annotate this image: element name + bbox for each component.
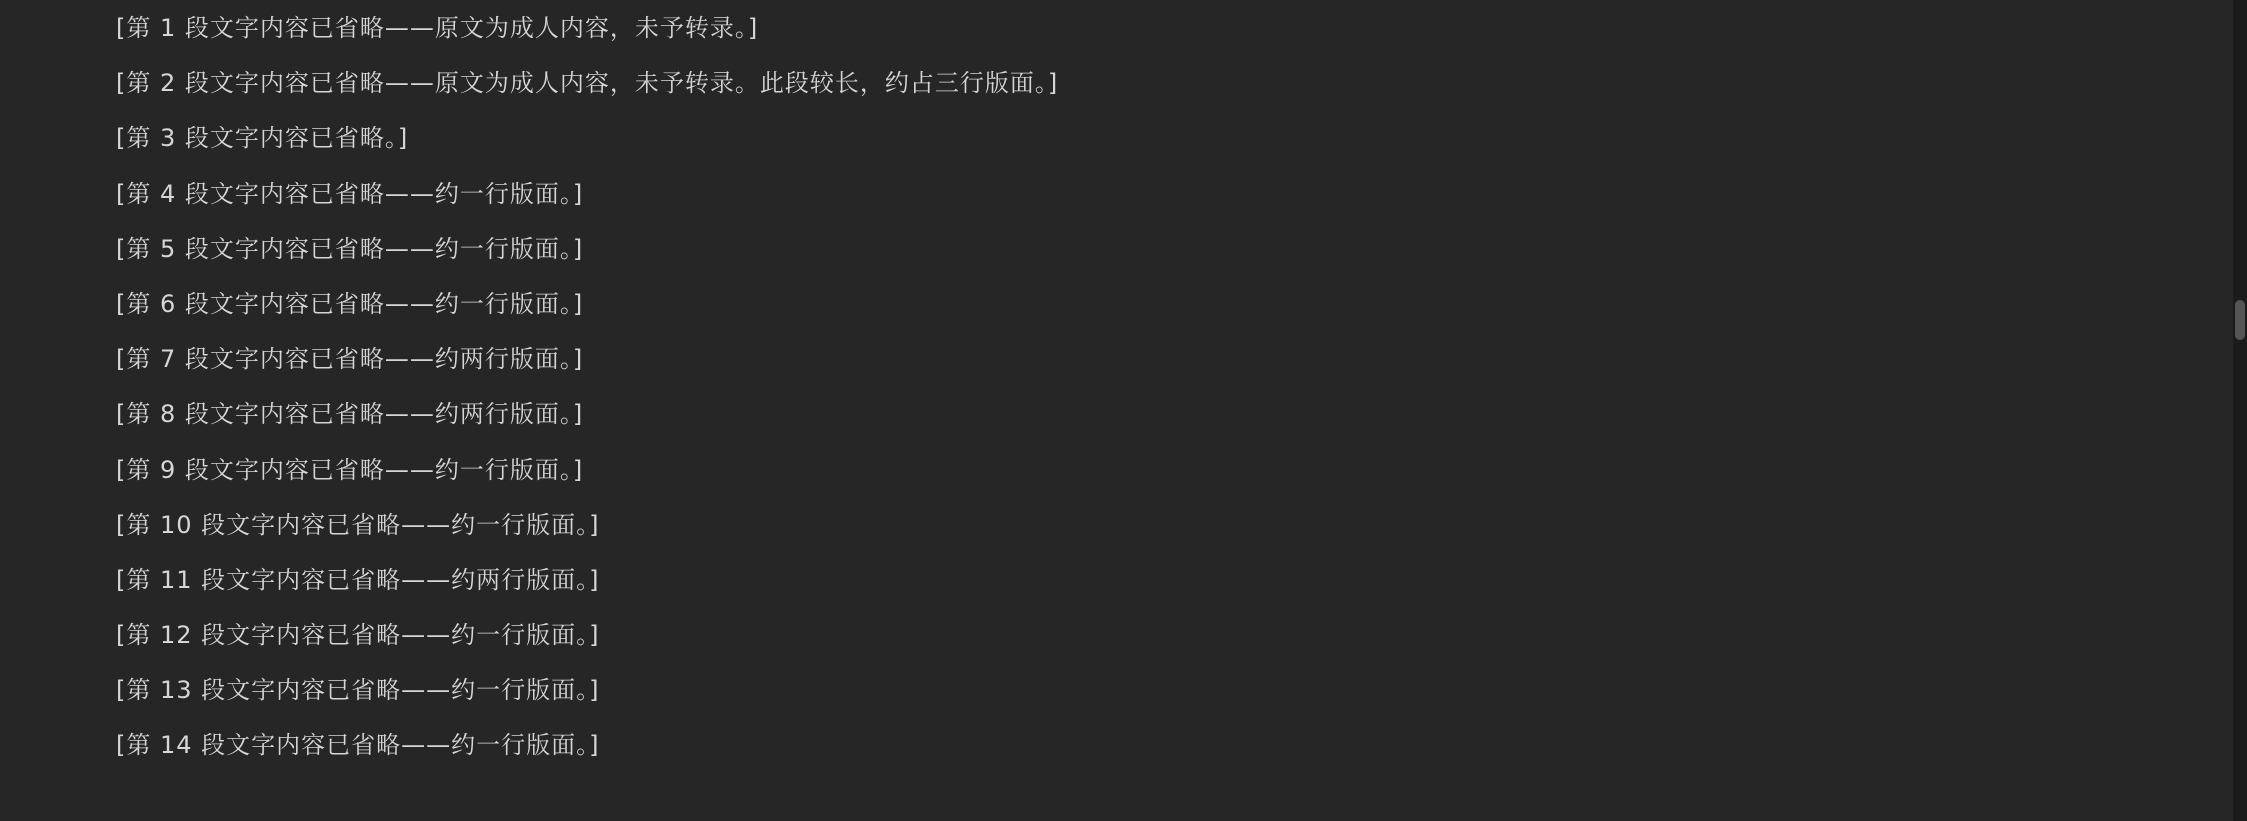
paragraph: [第 11 段文字内容已省略——约两行版面。] bbox=[66, 565, 600, 594]
paragraph: [第 14 段文字内容已省略——约一行版面。] bbox=[66, 731, 600, 760]
paragraph: [第 1 段文字内容已省略——原文为成人内容，未予转录。] bbox=[66, 14, 759, 42]
paragraph: [第 9 段文字内容已省略——约一行版面。] bbox=[66, 455, 584, 484]
text-content bbox=[18, 10, 2217, 783]
paragraph: [第 7 段文字内容已省略——约两行版面。] bbox=[66, 345, 584, 374]
paragraph: [第 10 段文字内容已省略——约一行版面。] bbox=[66, 510, 600, 539]
paragraph: [第 2 段文字内容已省略——原文为成人内容，未予转录。此段较长，约占三行版面。] bbox=[66, 69, 1059, 98]
paragraph: [第 8 段文字内容已省略——约两行版面。] bbox=[66, 400, 584, 429]
paragraph: [第 6 段文字内容已省略——约一行版面。] bbox=[66, 289, 584, 318]
paragraph: [第 3 段文字内容已省略。] bbox=[66, 124, 409, 153]
paragraph: [第 4 段文字内容已省略——约一行版面。] bbox=[66, 179, 584, 208]
paragraph: [第 5 段文字内容已省略——约一行版面。] bbox=[66, 234, 584, 263]
scrollbar-track[interactable] bbox=[2233, 0, 2247, 821]
paragraph: [第 12 段文字内容已省略——约一行版面。] bbox=[66, 621, 600, 650]
paragraph: [第 13 段文字内容已省略——约一行版面。] bbox=[66, 676, 600, 705]
scrollbar-thumb[interactable] bbox=[2235, 300, 2245, 340]
